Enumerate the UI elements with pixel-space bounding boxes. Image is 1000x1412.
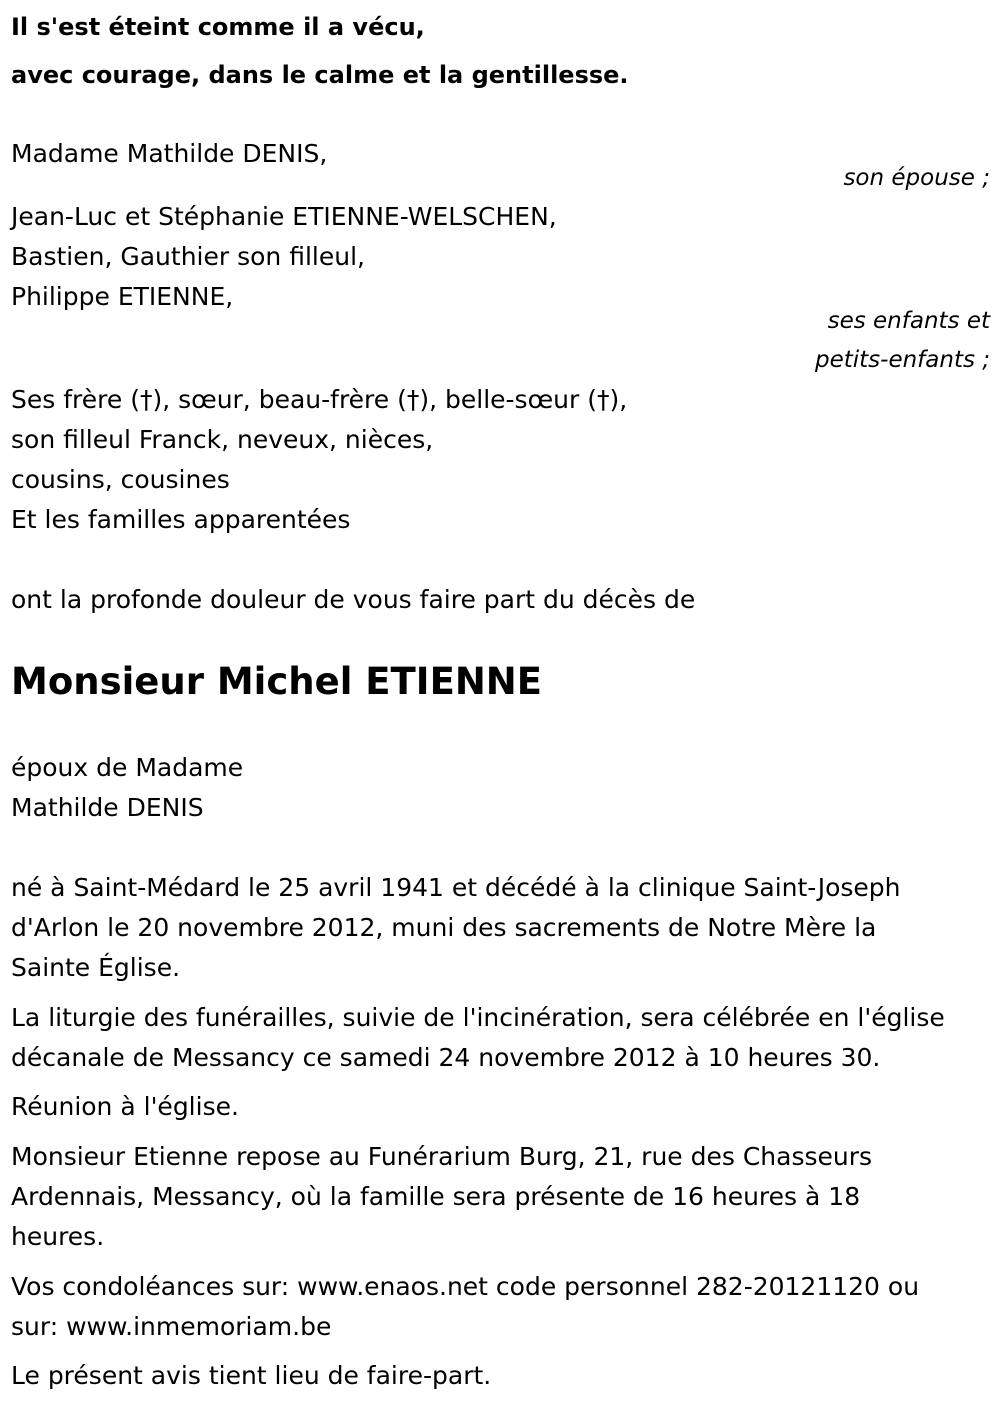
relatives-line-4: Et les familles apparentées: [11, 505, 351, 534]
condolences-line-1: Vos condoléances sur: www.enaos.net code personnel 282-20121120 ou: [11, 1272, 920, 1301]
spouse-name: Madame Mathilde DENIS,: [11, 139, 328, 168]
relatives-line-1: Ses frère (†), sœur, beau-frère (†), belle-sœur (†),: [11, 385, 628, 414]
repose-line-2: Ardennais, Messancy, où la famille sera présente de 16 heures à 18: [11, 1182, 861, 1211]
epigraph-line-2: avec courage, dans le calme et la gentillesse.: [11, 61, 629, 89]
deceased-name: Monsieur Michel ETIENNE: [11, 660, 543, 703]
spouse-of-line-1: époux de Madame: [11, 753, 244, 782]
birth-death-line-3: Sainte Église.: [11, 953, 181, 982]
spouse-of-line-2: Mathilde DENIS: [11, 793, 204, 822]
liturgy-line-2: décanale de Messancy ce samedi 24 novembre 2012 à 10 heures 30.: [11, 1043, 881, 1072]
gathering: Réunion à l'église.: [11, 1092, 239, 1121]
children-line-1: Jean-Luc et Stéphanie ETIENNE-WELSCHEN,: [11, 202, 557, 231]
children-line-2: Bastien, Gauthier son filleul,: [11, 242, 365, 271]
children-role-line-2: petits-enfants ;: [814, 347, 990, 373]
notice: Le présent avis tient lieu de faire-part.: [11, 1361, 492, 1390]
liturgy-line-1: La liturgie des funérailles, suivie de l'incinération, sera célébrée en l'église: [11, 1003, 945, 1032]
repose-line-1: Monsieur Etienne repose au Funérarium Burg, 21, rue des Chasseurs: [11, 1142, 873, 1171]
repose-line-3: heures.: [11, 1222, 105, 1251]
announcement: ont la profonde douleur de vous faire part du décès de: [11, 585, 696, 614]
condolences-line-2: sur: www.inmemoriam.be: [11, 1312, 332, 1341]
spouse-role: son épouse ;: [843, 165, 990, 191]
relatives-line-2: son filleul Franck, neveux, nièces,: [11, 425, 434, 454]
birth-death-line-1: né à Saint-Médard le 25 avril 1941 et décédé à la clinique Saint-Joseph: [11, 873, 901, 902]
birth-death-line-2: d'Arlon le 20 novembre 2012, muni des sacrements de Notre Mère la: [11, 913, 877, 942]
children-line-3: Philippe ETIENNE,: [11, 282, 234, 311]
relatives-line-3: cousins, cousines: [11, 465, 230, 494]
children-role-line-1: ses enfants et: [827, 308, 990, 334]
epigraph-line-1: Il s'est éteint comme il a vécu,: [11, 13, 425, 41]
